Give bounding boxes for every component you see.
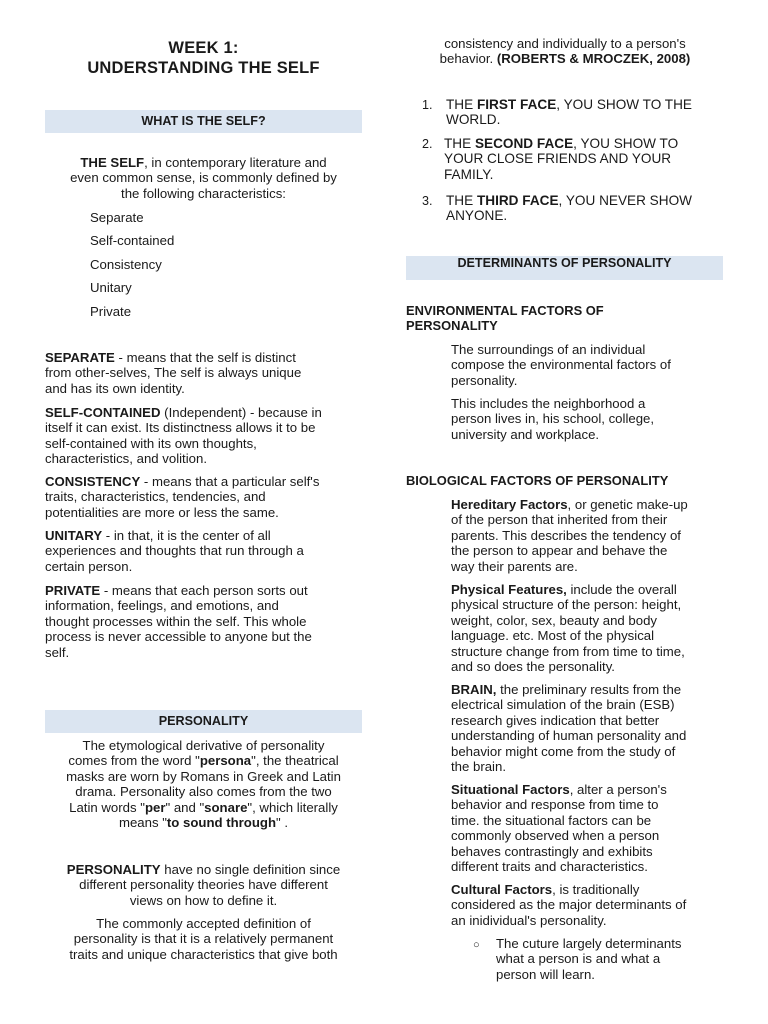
definition-separate: SEPARATE - means that the self is distinct from other-selves, The self is always unique and has its own identity. xyxy=(45,350,302,396)
section-header-determinants: DETERMINANTS OF PERSONALITY xyxy=(406,256,723,280)
etymology-paragraph: The etymological derivative of personality comes from the word "persona", the theatrical masks are worn by Romans in Greek and Latin drama. Personality also comes from the two Latin words "per" and "sonare", which literally means "to sound through" . xyxy=(66,738,341,831)
characteristic-item: Consistency xyxy=(90,257,162,272)
situational-factors: Situational Factors, alter a person's behavior and response from time to time. the situational factors can be commonly observed when a person behaves contrastingly and exhibits different traits and characteristics. xyxy=(451,782,667,875)
environmental-paragraph-2: This includes the neighborhood a person lives in, his school, college, university and workplace. xyxy=(451,396,655,442)
cultural-factors: Cultural Factors, is traditionally considered as the major determinants of an inidividual's personality. xyxy=(451,882,687,928)
continued-paragraph: consistency and individually to a person's behavior. (ROBERTS & MROCZEK, 2008) xyxy=(439,36,691,67)
bullet-item: The cuture largely determinants what a person is and what a person will learn. xyxy=(496,936,682,982)
title-line-2: UNDERSTANDING THE SELF xyxy=(87,59,320,77)
list-number: 3. xyxy=(422,194,433,208)
face-item-third: THE THIRD FACE, YOU NEVER SHOW ANYONE. xyxy=(446,193,692,224)
environmental-paragraph-1: The surroundings of an individual compose the environmental factors of personality. xyxy=(451,342,671,388)
accepted-definition-paragraph: The commonly accepted definition of personality is that it is a relatively permanent traits and unique characteristics that give both xyxy=(69,916,338,962)
list-number: 2. xyxy=(422,137,433,151)
biological-heading: BIOLOGICAL FACTORS OF PERSONALITY xyxy=(406,473,669,488)
no-single-definition-paragraph: PERSONALITY have no single definition since different personality theories have different views on how to define it. xyxy=(66,862,341,908)
self-intro: THE SELF, in contemporary literature and even common sense, is commonly defined by the following characteristics: xyxy=(70,155,337,201)
section-header-personality: PERSONALITY xyxy=(45,710,362,733)
brain-factor: BRAIN, the preliminary results from the electrical simulation of the brain (ESB) research gives indication that better understanding of human personality and behavior might come from the study of the brain. xyxy=(451,682,687,775)
characteristic-item: Self-contained xyxy=(90,233,175,248)
definition-private: PRIVATE - means that each person sorts out information, feelings, and emotions, and thought processes within the self. This whole process is never accessible to anyone but the self. xyxy=(45,583,312,660)
characteristic-item: Separate xyxy=(90,210,144,225)
environmental-heading: ENVIRONMENTAL FACTORS OF PERSONALITY xyxy=(406,303,604,334)
title-line-1: WEEK 1: xyxy=(168,39,239,57)
list-number: 1. xyxy=(422,98,433,112)
self-term: THE SELF xyxy=(80,155,145,170)
characteristic-item: Unitary xyxy=(90,280,132,295)
bullet-circle-icon: ○ xyxy=(473,939,480,951)
face-item-second: THE SECOND FACE, YOU SHOW TO YOUR CLOSE FRIENDS AND YOUR FAMILY. xyxy=(444,136,679,182)
page-title xyxy=(45,38,362,78)
physical-features: Physical Features, include the overall physical structure of the person: height, weight, color, sex, beauty and body language. etc. Most of the physical structure change from from time to time, and so does the personality. xyxy=(451,582,685,675)
definition-self-contained: SELF-CONTAINED (Independent) - because in itself it can exist. Its distinctness allows it to be self-contained with its own thoughts, characteristics, and volition. xyxy=(45,405,322,467)
hereditary-factors: Hereditary Factors, or genetic make-up of the person that inherited from their parents. This describes the tendency of the person to appear and behave the way their parents are. xyxy=(451,497,688,574)
section-header-what-is-self: WHAT IS THE SELF? xyxy=(45,110,362,133)
definition-unitary: UNITARY - in that, it is the center of all experiences and thoughts that run through a certain person. xyxy=(45,528,304,574)
definition-consistency: CONSISTENCY - means that a particular self's traits, characteristics, tendencies, and potentialities are more or less the same. xyxy=(45,474,320,520)
characteristic-item: Private xyxy=(90,304,132,319)
face-item-first: THE FIRST FACE, YOU SHOW TO THE WORLD. xyxy=(446,97,692,128)
